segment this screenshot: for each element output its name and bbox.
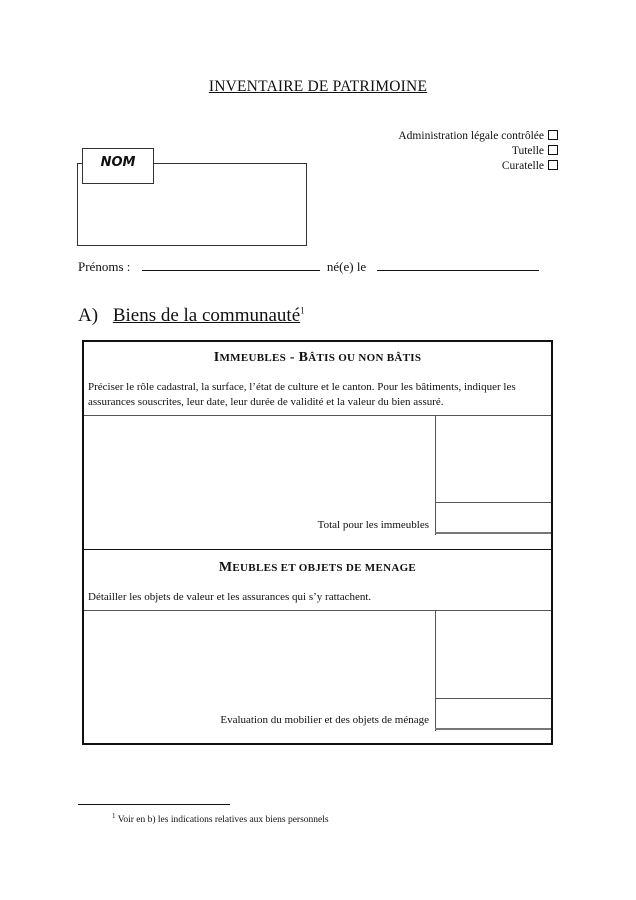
option-administration-legale xyxy=(398,130,558,142)
checkbox-curatelle[interactable] xyxy=(548,160,558,170)
divider xyxy=(435,728,551,730)
immeubles-description-area[interactable] xyxy=(84,416,434,535)
meubles-description-area[interactable] xyxy=(84,611,434,731)
section-a-heading xyxy=(78,305,305,327)
prenoms-row xyxy=(78,258,539,275)
divider xyxy=(435,532,551,534)
document-title: INVENTAIRE DE PATRIMOINE xyxy=(208,78,428,95)
birthdate-field[interactable] xyxy=(377,258,539,271)
immeubles-value-cell[interactable] xyxy=(436,416,553,502)
heading-separator: - B xyxy=(286,350,309,365)
footnote-number: 1 xyxy=(112,812,116,820)
option-label: Administration légale contrôlée xyxy=(398,130,544,142)
footnote-ref: 1 xyxy=(300,305,305,316)
heading-smallcaps: MMEUBLES xyxy=(219,352,287,364)
meubles-value-cell[interactable] xyxy=(436,611,553,697)
heading-smallcaps: EUBLES ET OBJETS DE MENAGE xyxy=(232,562,417,574)
born-label: né(e) le xyxy=(326,259,367,274)
checkbox-tutelle[interactable] xyxy=(548,145,558,155)
section-letter: A) xyxy=(78,305,99,326)
heading-initial: I xyxy=(213,350,220,365)
immeubles-total-label: Total pour les immeubles xyxy=(317,519,429,531)
option-label: Tutelle xyxy=(511,145,544,157)
prenoms-field[interactable] xyxy=(142,258,320,271)
meubles-heading xyxy=(84,560,551,576)
prenoms-label: Prénoms : xyxy=(78,259,131,274)
footnote-separator xyxy=(78,804,230,805)
immeubles-total-field[interactable] xyxy=(436,503,553,531)
footnote xyxy=(112,812,329,825)
checkbox-administration-legale[interactable] xyxy=(548,130,558,140)
name-tab-text: NOM xyxy=(100,155,136,170)
option-label: Curatelle xyxy=(501,160,544,172)
immeubles-heading xyxy=(84,350,551,366)
option-tutelle xyxy=(512,145,558,157)
section-title: Biens de la communauté xyxy=(112,305,301,326)
meubles-total-label: Evaluation du mobilier et des objets de ménage xyxy=(220,714,429,726)
section-divider xyxy=(84,549,551,550)
heading-initial: M xyxy=(218,560,233,575)
immeubles-description: Préciser le rôle cadastral, la surface, l’état de culture et le canton. Pour les bâtiments, indiquer les assurances souscrites, leur date, leur durée de validité et la valeur du bien assuré. xyxy=(88,381,516,408)
name-tab-label xyxy=(82,148,154,184)
heading-smallcaps-2: ÂTIS OU NON BÂTIS xyxy=(308,352,422,364)
meubles-total-field[interactable] xyxy=(436,699,553,727)
footnote-text: Voir en b) les indications relatives aux biens personnels xyxy=(115,815,329,826)
meubles-description: Détailler les objets de valeur et les assurances qui s’y rattachent. xyxy=(88,591,372,603)
option-curatelle xyxy=(502,160,558,172)
inventory-table xyxy=(82,340,553,745)
